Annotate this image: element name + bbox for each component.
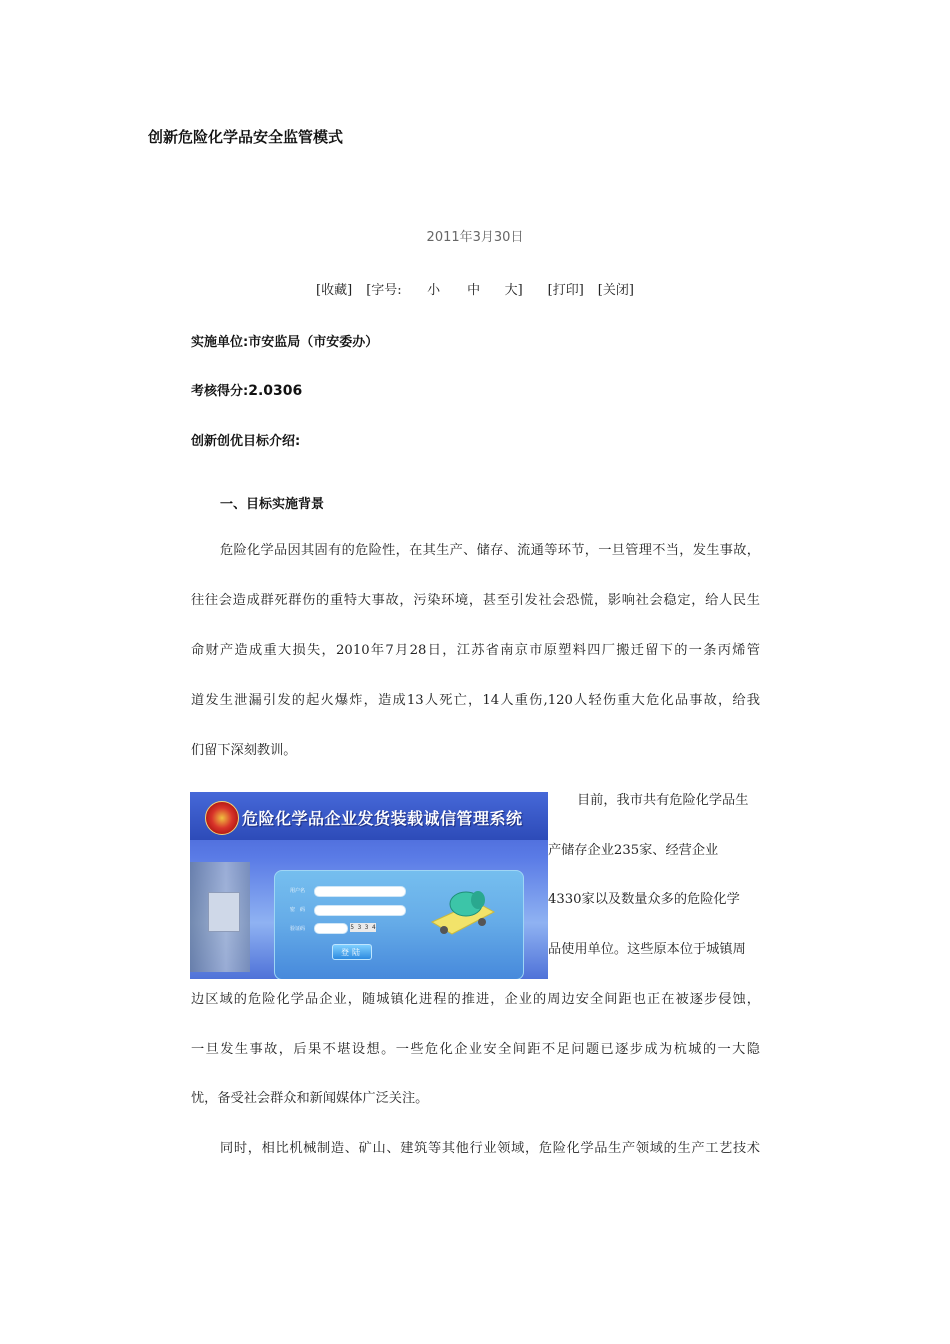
article-toolbar (0, 279, 950, 298)
unit-label: 实施单位: (191, 335, 249, 350)
paragraph-line: 一旦发生事故，后果不堪设想。一些危化企业安全间距不足问题已逐步成为杭城的一大隐 (191, 1042, 760, 1057)
font-size-medium-link[interactable]: 中 (467, 283, 481, 298)
screenshot-username-field (314, 886, 406, 897)
police-emblem-icon (205, 801, 239, 835)
paragraph-line: 目前，我市共有危险化学品生 (577, 793, 749, 808)
system-login-screenshot (190, 792, 548, 979)
paragraph-line: 同时，相比机械制造、矿山、建筑等其他行业领域，危险化学品生产领域的生产工艺技术 (220, 1141, 760, 1156)
screenshot-captcha-image: 5 3 3 4 (350, 924, 376, 931)
paragraph-line: 边区域的危险化学品企业，随城镇化进程的推进，企业的周边安全间距也正在被逐步侵蚀， (191, 992, 760, 1007)
screenshot-captcha-field (314, 923, 348, 934)
score-label: 考核得分: (191, 384, 249, 399)
screenshot-login-button: 登陆 (332, 944, 372, 960)
screenshot-password-field (314, 905, 406, 916)
close-link[interactable]: [关闭] (597, 283, 634, 298)
publish-date: 2011年3月30日 (426, 230, 524, 245)
screenshot-system-title: 危险化学品企业发货装载诚信管理系统 (242, 809, 523, 828)
paragraph-line: 品使用单位。这些原本位于城镇周 (548, 942, 746, 957)
paragraph-line: 忧，备受社会群众和新闻媒体广泛关注。 (191, 1091, 429, 1106)
section-heading: 一、目标实施背景 (220, 497, 325, 512)
score-value: 2.0306 (248, 383, 303, 399)
paragraph-line: 产储存企业235家、经营企业 (548, 843, 719, 858)
tanker-truck-icon (428, 884, 498, 939)
font-size-small-link[interactable]: 小 (427, 283, 441, 298)
container-image (208, 892, 240, 932)
implementing-unit (191, 331, 378, 350)
paragraph-line: 们留下深刻教训。 (191, 743, 297, 758)
page-title: 创新危险化学品安全监管模式 (148, 128, 344, 146)
collect-link[interactable]: [收藏] (316, 283, 353, 298)
print-link[interactable]: [打印] (547, 283, 584, 298)
screenshot-username-label: 用户名 (290, 888, 306, 894)
font-size-large-link[interactable]: 大] (504, 283, 523, 298)
intro-label: 创新创优目标介绍: (191, 434, 301, 449)
font-size-label: [字号: (366, 283, 402, 298)
paragraph-line: 道发生泄漏引发的起火爆炸，造成13人死亡，14人重伤,120人轻伤重大危化品事故，给我 (191, 693, 760, 708)
assessment-score (191, 380, 302, 399)
paragraph-line: 4330家以及数量众多的危险化学 (548, 892, 740, 907)
paragraph-line: 命财产造成重大损失，2010年7月28日，江苏省南京市原塑料四厂搬迁留下的一条丙烯管 (191, 643, 760, 658)
screenshot-password-label: 密 码 (290, 907, 306, 913)
paragraph-line: 危险化学品因其固有的危险性，在其生产、储存、流通等环节，一旦管理不当，发生事故， (220, 543, 760, 558)
unit-value: 市安监局（市安委办） (248, 335, 379, 350)
screenshot-captcha-label: 验证码 (290, 926, 306, 932)
paragraph-line: 往往会造成群死群伤的重特大事故，污染环境，甚至引发社会恐慌，影响社会稳定，给人民生 (191, 593, 760, 608)
